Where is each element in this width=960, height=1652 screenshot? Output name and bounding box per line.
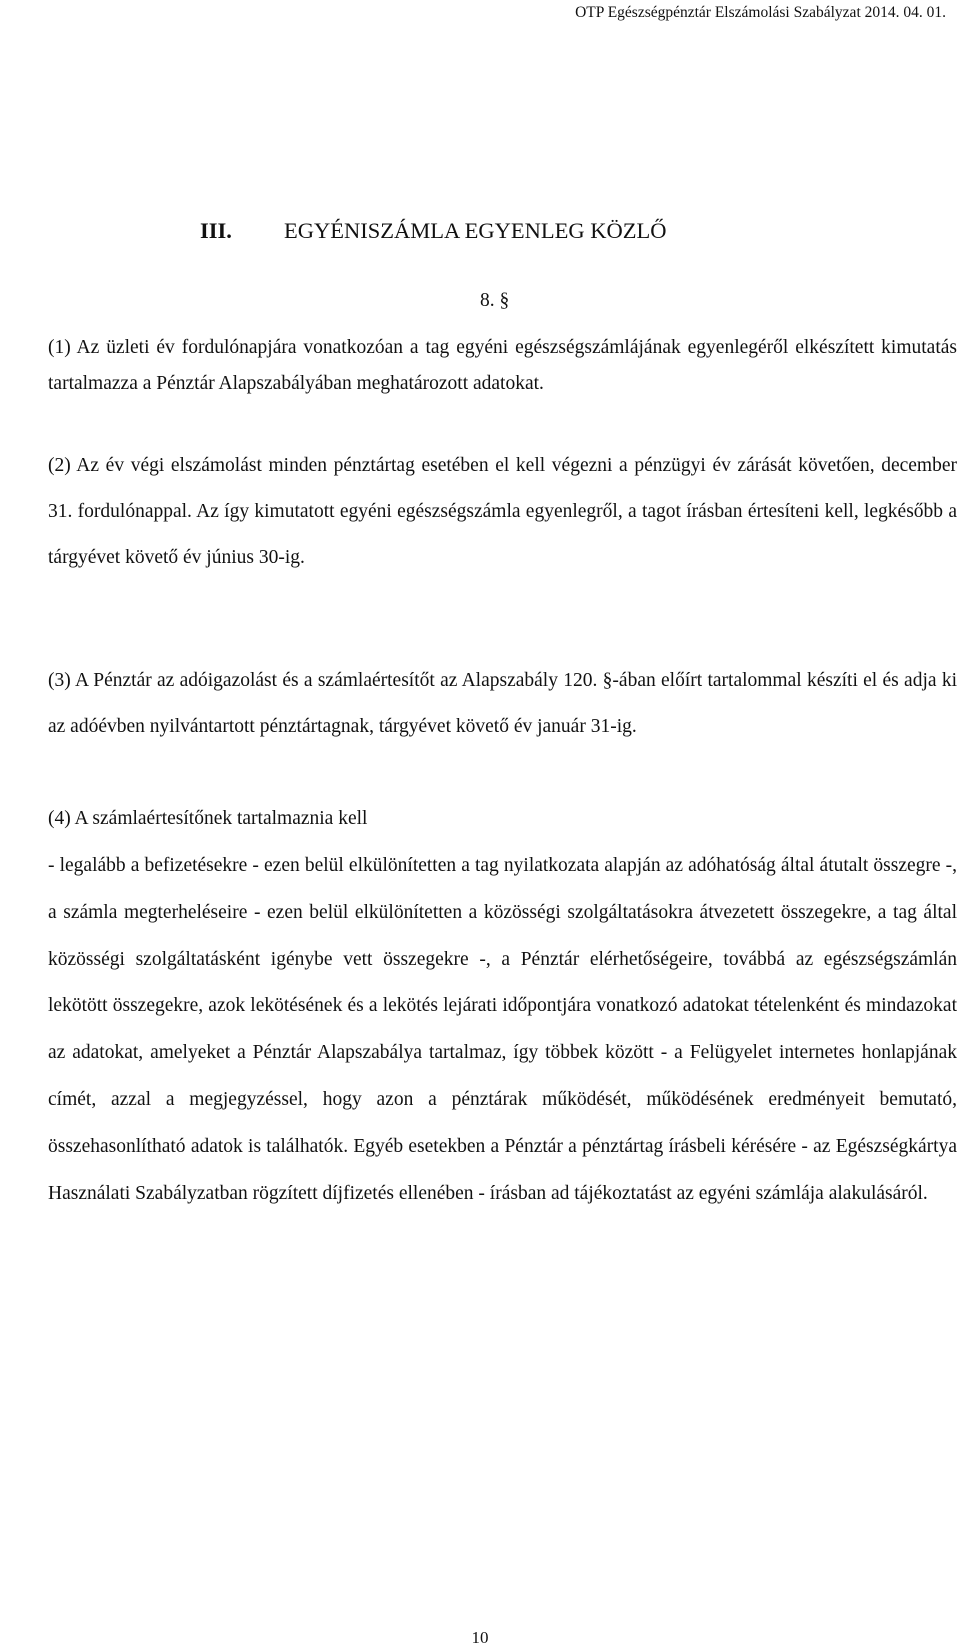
page-number: 10 (471, 1628, 489, 1647)
page-header: OTP Egészségpénztár Elszámolási Szabályzat 2014. 04. 01. (575, 4, 946, 21)
paragraph-4-intro: (4) A számlaértesítőnek tartalmaznia kell (48, 808, 368, 829)
chapter-title: EGYÉNISZÁMLA EGYENLEG KÖZLŐ (284, 218, 667, 243)
paragraph-1: (1) Az üzleti év fordulónapjára vonatkozóan a tag egyéni egészségszámlájának egyenlegéről elkészített kimutatás tartalmazza a Pénztár Alapszabályában meghatározott adatokat. (48, 337, 957, 394)
chapter-heading (200, 218, 666, 244)
section-label: 8. § (480, 290, 510, 311)
paragraph-2: (2) Az év végi elszámolást minden pénztártag esetében el kell végezni a pénzügyi év zárását követően, december 31. fordulónappal. Az így kimutatott egyéni egészségszámla egyenlegről, a tagot írásban értesíteni kell, legkésőbb a tárgyévet követő év június 30-ig. (48, 455, 957, 568)
paragraph-4-body: - legalább a befizetésekre - ezen belül elkülönítetten a tag nyilatkozata alapján az adóhatóság által átutalt összegre -, a számla megterheléseire - ezen belül elkülönítetten a közösségi szolgáltatásokra átvezetett összegekre, a tag által közösségi szolgáltatásként igénybe vett összegekre -, a Pénztár elérhetőségeire, továbbá az egészségszámlán lekötött összegekre, azok lekötésének és a lekötés lejárati időpontjára vonatkozó adatokat tételenként és mindazokat az adatokat, amelyeket a Pénztár Alapszabálya tartalmaz, így többek között - a Felügyelet internetes honlapjának címét, azzal a megjegyzéssel, hogy azon a pénztárak működését, működésének eredményeit bemutató, összehasonlítható adatok is találhatók. Egyéb esetekben a Pénztár a pénztártag írásbeli kérésére - az Egészségkártya Használati Szabályzatban rögzített díjfizetés ellenében - írásban ad tájékoztatást az egyéni számlája alakulásáról. (48, 855, 957, 1204)
paragraph-3: (3) A Pénztár az adóigazolást és a számlaértesítőt az Alapszabály 120. §-ában előírt tartalommal készíti el és adja ki az adóévben nyilvántartott pénztártagnak, tárgyévet követő év január 31-ig. (48, 670, 957, 737)
chapter-number: III. (200, 218, 232, 243)
